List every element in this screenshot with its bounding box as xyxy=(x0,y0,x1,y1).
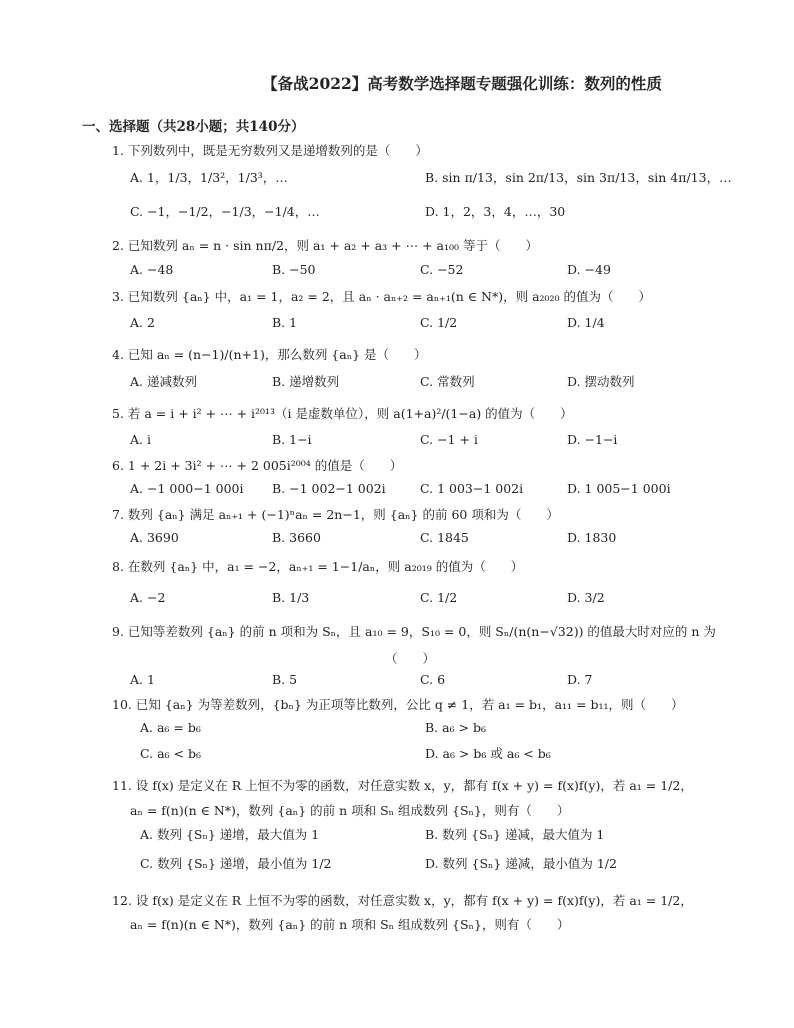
question-4-option-d: D. 摆动数列 xyxy=(567,374,635,389)
question-2-option-b: B. −50 xyxy=(272,262,316,277)
question-11-option-a: A. 数列 {Sₙ} 递增，最大值为 1 xyxy=(140,827,320,842)
question-8-option-d: D. 3/2 xyxy=(567,590,605,605)
question-7-option-b: B. 3660 xyxy=(272,530,321,545)
question-1-option-b: B. sin π/13，sin 2π/13，sin 3π/13，sin 4π/13，… xyxy=(425,170,732,185)
question-4-option-b: B. 递增数列 xyxy=(272,374,340,389)
question-9-option-c: C. 6 xyxy=(420,672,446,687)
question-7-option-a: A. 3690 xyxy=(130,530,179,545)
question-5-option-a: A. i xyxy=(130,432,151,447)
question-4-option-a: A. 递减数列 xyxy=(130,374,197,389)
question-6-stem: 6. 1 + 2i + 3i² + ⋯ + 2 005i²⁰⁰⁴ 的值是（ ） xyxy=(112,458,403,473)
question-11-option-b: B. 数列 {Sₙ} 递减，最大值为 1 xyxy=(425,827,605,842)
question-9-answer-blank: （ ） xyxy=(385,651,436,666)
question-6-option-b: B. −1 002−1 002i xyxy=(272,481,386,496)
question-5-option-b: B. 1−i xyxy=(272,432,312,447)
question-7-option-d: D. 1830 xyxy=(567,530,617,545)
question-3-stem: 3. 已知数列 {aₙ} 中，a₁ = 1，a₂ = 2，且 aₙ · aₙ₊₂ = aₙ₊₁(n ∈ N*)，则 a₂₀₂₀ 的值为（ ） xyxy=(112,289,652,304)
question-10-option-b: B. a₆ > b₆ xyxy=(425,720,487,735)
section-heading: 一、选择题（共28小题；共140分） xyxy=(82,119,305,135)
question-1-stem: 1. 下列数列中，既是无穷数列又是递增数列的是（ ） xyxy=(112,143,428,158)
question-1-option-a: A. 1，1/3，1/3²，1/3³，… xyxy=(130,170,288,185)
question-8-option-b: B. 1/3 xyxy=(272,590,310,605)
question-6-option-a: A. −1 000−1 000i xyxy=(130,481,244,496)
question-9-option-d: D. 7 xyxy=(567,672,593,687)
question-11-option-d: D. 数列 {Sₙ} 递减，最小值为 1/2 xyxy=(425,856,617,871)
question-6-option-d: D. 1 005−1 000i xyxy=(567,481,671,496)
question-3-option-a: A. 2 xyxy=(130,315,155,330)
question-11-option-c: C. 数列 {Sₙ} 递增，最小值为 1/2 xyxy=(140,856,332,871)
question-2-stem: 2. 已知数列 aₙ = n · sin nπ/2，则 a₁ + a₂ + a₃ + ⋯ + a₁₀₀ 等于（ ） xyxy=(112,238,538,253)
question-10-option-d: D. a₆ > b₆ 或 a₆ < b₆ xyxy=(425,746,551,761)
question-10-stem: 10. 已知 {aₙ} 为等差数列，{bₙ} 为正项等比数列，公比 q ≠ 1，若 a₁ = b₁，a₁₁ = b₁₁，则（ ） xyxy=(112,697,684,712)
question-4-option-c: C. 常数列 xyxy=(420,374,475,389)
question-3-option-c: C. 1/2 xyxy=(420,315,458,330)
question-11-stem-continued: aₙ = f(n)(n ∈ N*)，数列 {aₙ} 的前 n 项和 Sₙ 组成数列 {Sₙ}，则有（ ） xyxy=(130,803,570,818)
question-6-option-c: C. 1 003−1 002i xyxy=(420,481,524,496)
question-7-stem: 7. 数列 {aₙ} 满足 aₙ₊₁ + (−1)ⁿaₙ = 2n−1，则 {aₙ} 的前 60 项和为（ ） xyxy=(112,507,559,522)
question-5-option-c: C. −1 + i xyxy=(420,432,478,447)
question-3-option-d: D. 1/4 xyxy=(567,315,605,330)
question-1-option-c: C. −1，−1/2，−1/3，−1/4，… xyxy=(130,204,320,219)
question-10-option-c: C. a₆ < b₆ xyxy=(140,746,201,761)
question-2-option-a: A. −48 xyxy=(130,262,174,277)
question-1-option-d: D. 1，2，3，4，…，30 xyxy=(425,204,566,219)
question-3-option-b: B. 1 xyxy=(272,315,298,330)
question-12-stem: 12. 设 f(x) 是定义在 R 上恒不为零的函数，对任意实数 x，y，都有 f(x + y) = f(x)f(y)，若 a₁ = 1/2， xyxy=(112,893,693,908)
question-2-option-d: D. −49 xyxy=(567,262,611,277)
page-title: 【备战2022】高考数学选择题专题强化训练：数列的性质 xyxy=(262,74,662,93)
question-5-stem: 5. 若 a = i + i² + ⋯ + i²⁰¹³（i 是虚数单位），则 a(1+a)²/(1−a) 的值为（ ） xyxy=(112,406,573,421)
question-2-option-c: C. −52 xyxy=(420,262,464,277)
question-9-option-b: B. 5 xyxy=(272,672,298,687)
question-7-option-c: C. 1845 xyxy=(420,530,469,545)
question-9-stem: 9. 已知等差数列 {aₙ} 的前 n 项和为 Sₙ，且 a₁₀ = 9，S₁₀ = 0，则 Sₙ/(n(n−√32)) 的值最大时对应的 n 为 xyxy=(112,624,716,639)
question-9-option-a: A. 1 xyxy=(130,672,155,687)
question-5-option-d: D. −1−i xyxy=(567,432,618,447)
question-10-option-a: A. a₆ = b₆ xyxy=(140,720,201,735)
question-8-option-c: C. 1/2 xyxy=(420,590,458,605)
question-8-option-a: A. −2 xyxy=(130,590,166,605)
question-4-stem: 4. 已知 aₙ = (n−1)/(n+1)，那么数列 {aₙ} 是（ ） xyxy=(112,347,427,362)
question-8-stem: 8. 在数列 {aₙ} 中，a₁ = −2，aₙ₊₁ = 1−1/aₙ，则 a₂₀₁₉ 的值为（ ） xyxy=(112,559,524,574)
question-11-stem: 11. 设 f(x) 是定义在 R 上恒不为零的函数，对任意实数 x，y，都有 f(x + y) = f(x)f(y)，若 a₁ = 1/2， xyxy=(112,778,693,793)
question-12-stem-continued: aₙ = f(n)(n ∈ N*)，数列 {aₙ} 的前 n 项和 Sₙ 组成数列 {Sₙ}，则有（ ） xyxy=(130,917,570,932)
